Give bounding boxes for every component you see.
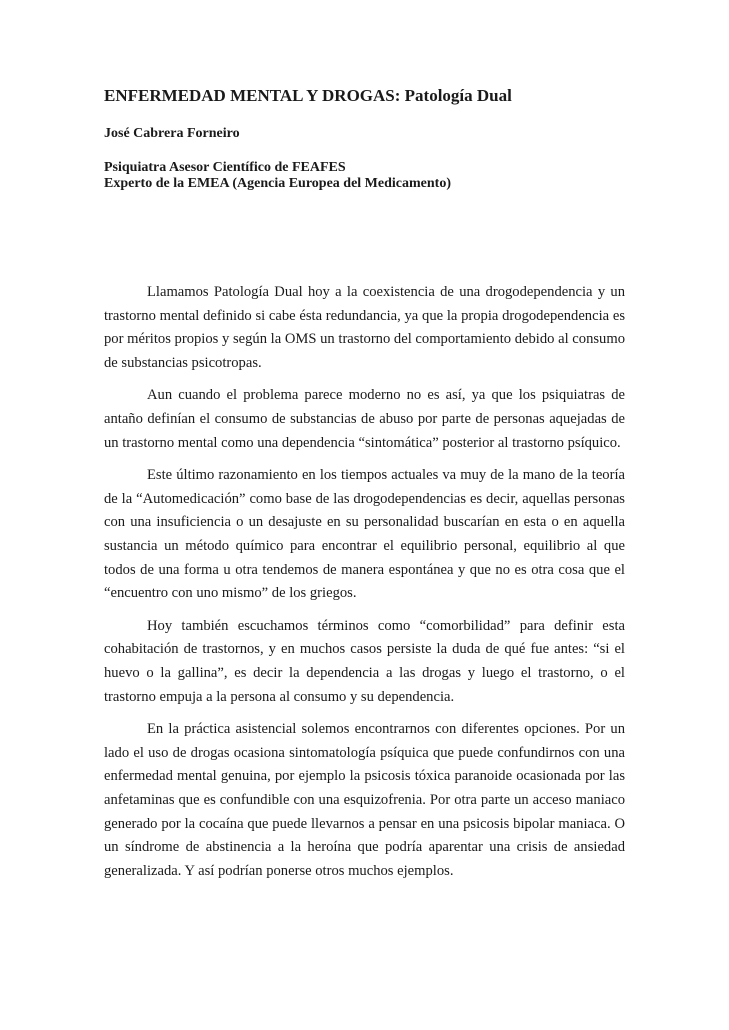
- body-paragraph: Llamamos Patología Dual hoy a la coexistencia de una drogodependencia y un trastorno mental definido si cabe ésta redundancia, ya que la propia drogodependencia es por méritos propios y según la OMS un trastorno del comportamiento debido al consumo de substancias psicotropas.: [104, 284, 625, 372]
- affiliation-line: Experto de la EMEA (Agencia Europea del Medicamento): [104, 176, 451, 191]
- document-title: ENFERMEDAD MENTAL Y DROGAS: Patología Dual: [104, 86, 512, 105]
- body-paragraph: Aun cuando el problema parece moderno no es así, ya que los psiquiatras de antaño definían el consumo de substancias de abuso por parte de personas aquejadas de un trastorno mental como una dependencia “sintomática” posterior al trastorno psíquico.: [104, 387, 625, 451]
- author-name: José Cabrera Forneiro: [104, 126, 240, 141]
- body-paragraph: Este último razonamiento en los tiempos actuales va muy de la mano de la teoría de la “Automedicación” como base de las drogodependencias es decir, aquellas personas con una insuficiencia o un desajuste en su personalidad buscarían en esta o en aquella sustancia un método químico para encontrar el equilibrio personal, equilibrio al que todos de una forma u otra tendemos de manera espontánea y que no es otra cosa que el “encuentro con uno mismo” de los griegos.: [104, 466, 625, 602]
- author-affiliation: [104, 160, 451, 192]
- body-paragraph: En la práctica asistencial solemos encontrarnos con diferentes opciones. Por un lado el uso de drogas ocasiona sintomatología psíquica que puede confundirnos con una enfermedad mental genuina, por ejemplo la psicosis tóxica paranoide ocasionada por las anfetaminas que es confundible con una esquizofrenia. Por otra parte un acceso maniaco generado por la cocaína que puede llevarnos a pensar en una psicosis bipolar maniaca. O un síndrome de abstinencia a la heroína que podría aparentar una crisis de ansiedad generalizada. Y así podrían ponerse otros muchos ejemplos.: [104, 720, 625, 880]
- body-paragraph: Hoy también escuchamos términos como “comorbilidad” para definir esta cohabitación de trastornos, y en muchos casos persiste la duda de qué fue antes: “si el huevo o la gallina”, es decir la dependencia a las drogas y luego el trastorno, o el trastorno empuja a la persona al consumo y su dependencia.: [104, 617, 625, 705]
- affiliation-line: Psiquiatra Asesor Científico de FEAFES: [104, 160, 346, 175]
- document-body: [104, 281, 625, 892]
